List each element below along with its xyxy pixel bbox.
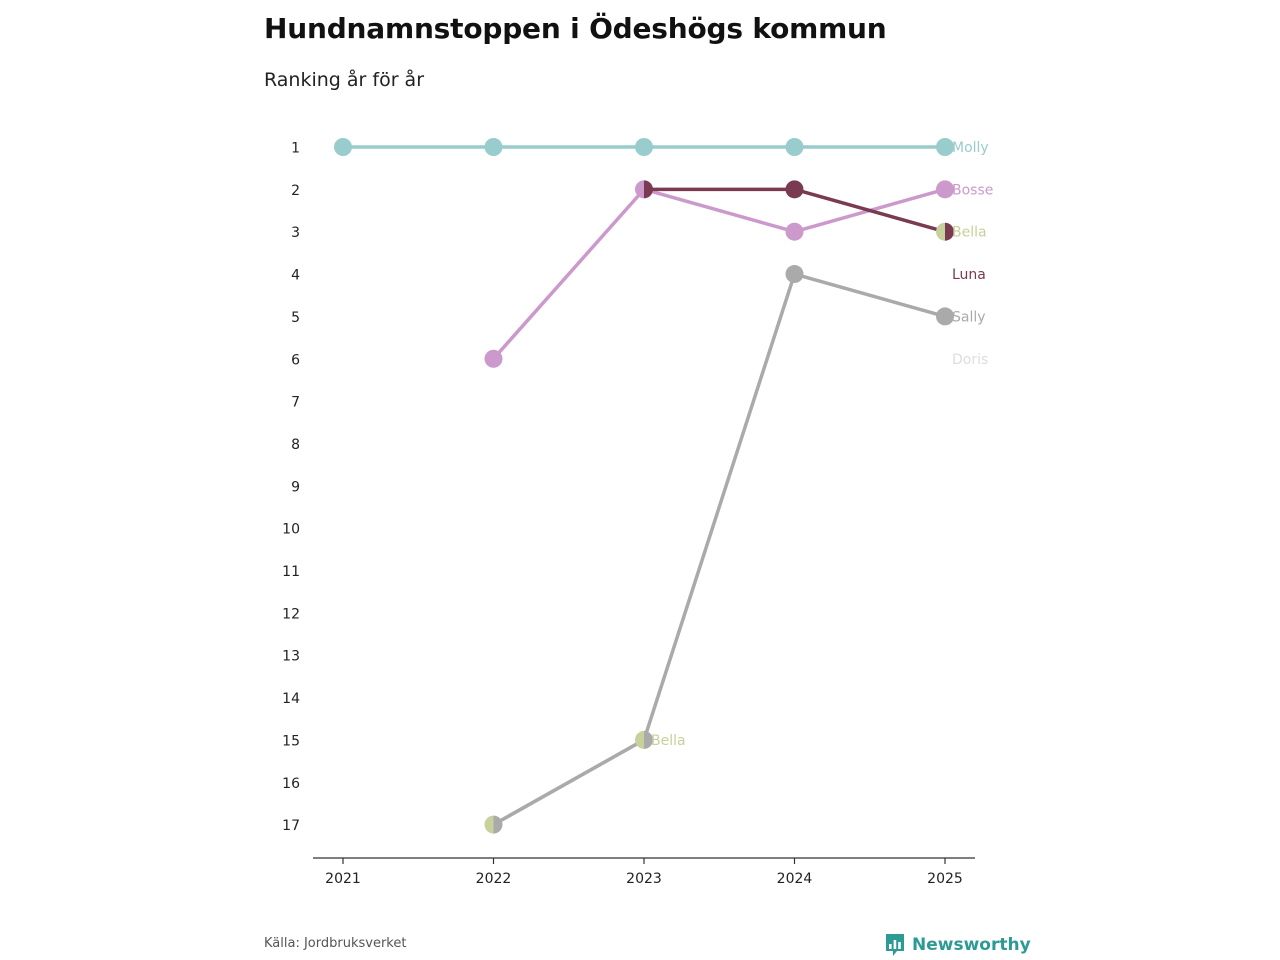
point-sally: [786, 265, 804, 283]
point-molly: [485, 138, 503, 156]
point-molly: [635, 138, 653, 156]
y-tick-label: 14: [282, 691, 300, 708]
y-tick-label: 2: [291, 182, 300, 199]
y-tick-label: 16: [282, 775, 300, 792]
point-bella: [485, 816, 494, 834]
inline-label-bella: Bella: [651, 732, 686, 749]
x-tick-label: 2024: [776, 871, 813, 887]
x-tick-label: 2025: [927, 871, 963, 887]
end-label-molly: Molly: [952, 140, 989, 156]
y-tick-label: 13: [282, 648, 300, 665]
end-label-luna: Luna: [952, 267, 986, 284]
y-tick-label: 3: [291, 225, 300, 242]
y-tick-label: 8: [291, 436, 300, 453]
y-tick-label: 9: [291, 479, 300, 496]
y-axis: [282, 141, 300, 835]
series-points: [334, 138, 954, 834]
y-tick-label: 11: [282, 564, 300, 580]
y-tick-label: 5: [291, 309, 300, 326]
series-line-bosse: [494, 189, 946, 358]
chart-title: Hundnamnstoppen i Ödeshögs kommun: [264, 12, 887, 45]
end-label-sally: Sally: [952, 309, 986, 326]
point-molly: [786, 138, 804, 156]
y-tick-label: 1: [291, 140, 300, 157]
point-luna: [786, 180, 804, 198]
chart-subtitle: Ranking år för år: [264, 69, 425, 91]
y-tick-label: 4: [291, 267, 300, 284]
end-label-doris: Doris: [952, 351, 989, 368]
y-tick-label: 10: [282, 521, 300, 538]
end-label-bosse: Bosse: [952, 182, 994, 199]
x-tick-label: 2023: [626, 871, 662, 887]
point-bella: [936, 223, 945, 241]
point-bosse: [786, 223, 804, 241]
x-tick-label: 2022: [475, 871, 512, 887]
bar-chart-speech-bubble-icon: [884, 932, 906, 958]
y-tick-label: 17: [282, 818, 300, 835]
point-bosse: [485, 350, 503, 368]
y-tick-label: 15: [282, 733, 300, 750]
y-tick-label: 7: [291, 394, 300, 411]
series-lines: [343, 147, 945, 825]
x-axis: [313, 858, 975, 887]
x-tick-label: 2021: [325, 871, 361, 887]
brand-logo: [884, 932, 1031, 958]
y-tick-label: 12: [282, 606, 300, 623]
series-line-sally: [494, 274, 946, 825]
point-luna: [644, 180, 653, 198]
end-label-bella: Bella: [952, 224, 987, 241]
point-molly: [334, 138, 352, 156]
y-tick-label: 6: [291, 352, 300, 369]
brand-name: Newsworthy: [912, 935, 1031, 955]
source-note: Källa: Jordbruksverket: [264, 936, 407, 951]
